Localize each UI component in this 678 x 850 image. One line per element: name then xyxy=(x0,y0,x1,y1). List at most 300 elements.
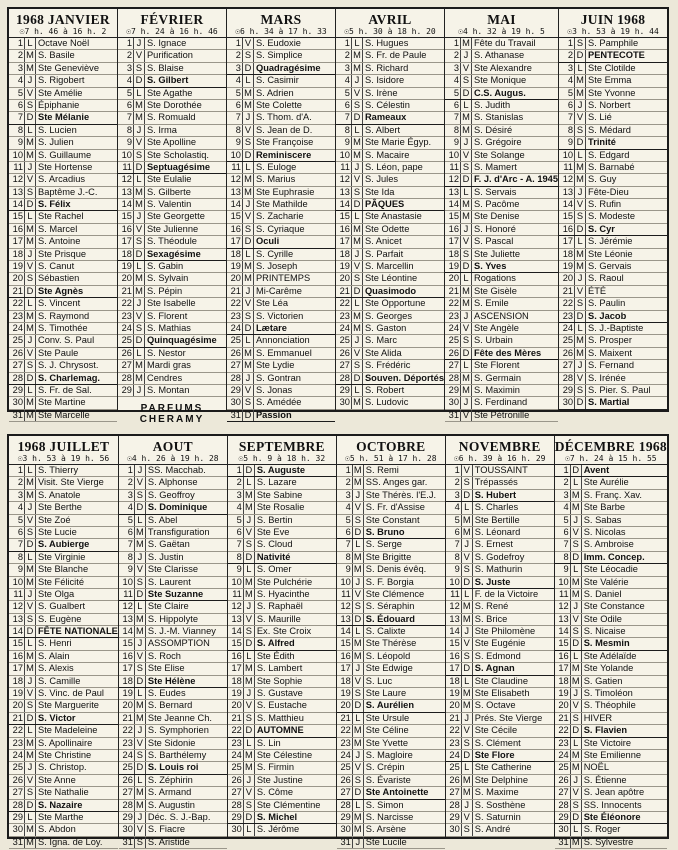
weekday-letter: V xyxy=(134,824,146,835)
saint-name: S. Igna. de Loy. xyxy=(38,836,103,847)
day-number: 20 xyxy=(230,273,241,284)
day-number: 9 xyxy=(453,137,459,148)
saint-name: S. Stanislas xyxy=(474,112,524,123)
saint-name: Ste Anastasie xyxy=(364,211,422,222)
day-number: 6 xyxy=(126,99,132,110)
day-number: 10 xyxy=(230,149,241,160)
weekday-letter: V xyxy=(460,63,472,74)
day-row xyxy=(227,50,335,62)
weekday-letter: M xyxy=(352,638,364,649)
day-row xyxy=(227,88,335,100)
day-number: 18 xyxy=(339,248,350,259)
day-number: 2 xyxy=(235,50,241,61)
day-row xyxy=(336,38,444,50)
day-row xyxy=(336,273,444,285)
saint-name: PRINTEMPS xyxy=(255,273,311,284)
day-row xyxy=(227,311,335,323)
saint-name: Ste Clémentine xyxy=(256,799,321,810)
weekday-letter: J xyxy=(352,490,364,501)
weekday-letter: M xyxy=(460,373,472,384)
day-number: 10 xyxy=(121,149,132,160)
day-row xyxy=(446,787,554,799)
day-row xyxy=(228,515,336,527)
day-number: 4 xyxy=(453,75,459,86)
saint-name: Ste Pulchérie xyxy=(256,576,313,587)
weekday-letter: J xyxy=(24,589,36,600)
day-row xyxy=(119,614,227,626)
weekday-letter: S xyxy=(460,162,472,173)
weekday-letter: J xyxy=(570,688,582,699)
day-number: 27 xyxy=(448,360,459,371)
weekday-letter: M xyxy=(133,286,145,297)
day-row xyxy=(337,676,445,688)
saint-name: Ste Claire xyxy=(147,601,189,612)
saint-name: Mardi gras xyxy=(146,360,191,371)
day-row xyxy=(337,589,445,601)
day-row xyxy=(445,323,558,335)
weekday-letter: V xyxy=(134,564,146,575)
day-number: 2 xyxy=(236,477,242,488)
saint-name: Ste Odette xyxy=(364,223,410,234)
weekday-letter: V xyxy=(460,150,472,161)
weekday-letter: S xyxy=(133,323,145,334)
saint-name: S. Mamert xyxy=(474,161,517,172)
weekday-letter: S xyxy=(242,311,254,322)
day-number: 12 xyxy=(339,174,350,185)
saint-name: S. Jean apôtre xyxy=(583,787,645,798)
weekday-letter: M xyxy=(24,137,36,148)
day-row xyxy=(337,502,445,514)
day-number: 8 xyxy=(453,124,459,135)
weekday-letter: M xyxy=(242,88,254,99)
weekday-letter: J xyxy=(24,502,36,513)
weekday-letter: L xyxy=(574,323,586,334)
day-number: 31 xyxy=(12,409,23,420)
day-number: 4 xyxy=(17,502,23,513)
day-row xyxy=(9,700,118,712)
month-column xyxy=(445,9,559,420)
day-row xyxy=(445,360,558,372)
saint-name: Conv. S. Paul xyxy=(38,335,95,346)
weekday-letter: J xyxy=(242,373,254,384)
day-row xyxy=(445,38,558,50)
day-row xyxy=(227,249,335,261)
weekday-letter: S xyxy=(24,787,36,798)
saint-name: Baptême J.-C. xyxy=(38,186,98,197)
day-row xyxy=(445,224,558,236)
day-number: 30 xyxy=(449,824,460,835)
day-row xyxy=(445,397,558,409)
day-row xyxy=(337,601,445,613)
weekday-letter: M xyxy=(460,298,472,309)
day-number: 30 xyxy=(558,824,569,835)
day-row xyxy=(555,515,667,527)
day-number: 15 xyxy=(558,638,569,649)
saint-name: S. Clément xyxy=(474,737,521,748)
weekday-letter: J xyxy=(24,249,36,260)
day-number: 22 xyxy=(122,725,133,736)
weekday-letter: D xyxy=(574,311,586,322)
day-number: 30 xyxy=(562,397,574,408)
weekday-letter: M xyxy=(134,626,146,637)
day-number: 17 xyxy=(339,236,350,247)
day-row xyxy=(9,335,117,347)
saint-name: Ste Léocadie xyxy=(583,564,638,575)
saint-name: S. Richard xyxy=(364,62,409,73)
day-number: 15 xyxy=(230,211,241,222)
saint-name: S. Pépin xyxy=(146,285,183,296)
saint-name: S. Pacôme xyxy=(474,199,520,210)
saint-name: S. Athanase xyxy=(474,50,525,61)
weekday-letter: S xyxy=(24,187,36,198)
day-row xyxy=(555,465,667,477)
weekday-letter: L xyxy=(351,125,363,136)
day-number: 5 xyxy=(126,87,132,98)
day-number: 24 xyxy=(12,322,23,333)
saint-name: S. Bertin xyxy=(256,514,293,525)
day-row xyxy=(337,775,445,787)
day-number: 4 xyxy=(236,502,242,513)
day-number: 16 xyxy=(562,223,574,234)
weekday-letter: L xyxy=(460,360,472,371)
day-number: 28 xyxy=(230,372,241,383)
weekday-letter: J xyxy=(461,626,473,637)
day-number: 14 xyxy=(231,626,242,637)
day-row xyxy=(555,564,667,576)
day-row xyxy=(446,527,554,539)
day-row xyxy=(119,688,227,700)
day-row xyxy=(227,75,335,87)
weekday-letter: M xyxy=(134,713,146,724)
weekday-letter: M xyxy=(24,564,36,575)
saint-name: S. Alfred xyxy=(256,638,295,649)
weekday-letter: J xyxy=(351,335,363,346)
day-row xyxy=(9,552,118,564)
saint-name: S. Maxime xyxy=(474,787,519,798)
day-number: 4 xyxy=(345,502,351,513)
weekday-letter: M xyxy=(351,50,363,61)
day-number: 18 xyxy=(121,248,132,259)
weekday-letter: M xyxy=(574,162,586,173)
saint-name: S. Alexis xyxy=(38,663,74,674)
day-row xyxy=(9,527,118,539)
day-number: 3 xyxy=(235,62,241,73)
month-title: OCTOBRE xyxy=(356,439,426,454)
day-row xyxy=(446,589,554,601)
weekday-letter: V xyxy=(24,601,36,612)
weekday-letter: L xyxy=(243,564,255,575)
day-row xyxy=(445,112,558,124)
saint-name: S. Zéphirin xyxy=(147,774,193,785)
weekday-letter: J xyxy=(133,125,145,136)
sunrise-sunset: ☉5 h. 9 à 18 h. 32 xyxy=(228,454,336,465)
saint-name: S. Marc xyxy=(364,335,397,346)
weekday-letter: V xyxy=(242,38,254,49)
month-column xyxy=(9,436,119,847)
saint-name: S. Simplice xyxy=(255,50,303,61)
day-row xyxy=(336,373,444,385)
day-row xyxy=(228,589,336,601)
day-row xyxy=(559,236,667,248)
day-number: 12 xyxy=(231,601,242,612)
saint-name: Ste Sophie xyxy=(256,675,303,686)
day-row xyxy=(9,298,117,310)
day-row xyxy=(555,626,667,638)
saint-name: S. Anatole xyxy=(38,489,81,500)
saint-name: S. Louis roi xyxy=(147,762,199,773)
day-row xyxy=(228,527,336,539)
day-number: 6 xyxy=(127,526,133,537)
day-number: 25 xyxy=(562,335,574,346)
weekday-letter: L xyxy=(134,775,146,786)
weekday-letter: S xyxy=(574,385,586,396)
day-number: 23 xyxy=(339,310,350,321)
day-row xyxy=(9,663,118,675)
day-row xyxy=(118,112,226,124)
day-row xyxy=(555,800,667,812)
day-number: 28 xyxy=(449,799,460,810)
day-number: 23 xyxy=(558,737,569,748)
weekday-letter: D xyxy=(243,552,255,563)
day-number: 28 xyxy=(339,372,350,383)
day-row xyxy=(9,725,118,737)
weekday-letter: S xyxy=(352,688,364,699)
weekday-letter: M xyxy=(570,663,582,674)
saint-name: Ste Olga xyxy=(38,588,75,599)
saint-name: S. Ernest xyxy=(474,539,513,550)
saint-name: S. Adrien xyxy=(255,87,294,98)
saint-name: S. Gabin xyxy=(146,261,184,272)
weekday-letter: M xyxy=(242,360,254,371)
day-row xyxy=(555,837,667,849)
day-row xyxy=(227,162,335,174)
day-row xyxy=(118,249,226,261)
weekday-letter: D xyxy=(24,373,36,384)
day-row xyxy=(559,335,667,347)
saint-name: Ste Marie Égyp. xyxy=(364,137,432,148)
day-row xyxy=(227,348,335,360)
saint-name: S. Justin xyxy=(147,551,184,562)
day-number: 24 xyxy=(231,749,242,760)
day-row xyxy=(555,490,667,502)
weekday-letter: D xyxy=(460,348,472,359)
day-number: 20 xyxy=(12,700,23,711)
day-number: 28 xyxy=(558,799,569,810)
saint-name: S. Médard xyxy=(588,124,631,135)
weekday-letter: J xyxy=(460,224,472,235)
weekday-letter: S xyxy=(351,100,363,111)
weekday-letter: V xyxy=(352,589,364,600)
weekday-letter: D xyxy=(570,812,582,823)
day-number: 17 xyxy=(230,236,241,247)
day-number: 13 xyxy=(122,613,133,624)
day-row xyxy=(9,100,117,112)
day-row xyxy=(445,150,558,162)
day-row xyxy=(555,614,667,626)
weekday-letter: M xyxy=(24,311,36,322)
saint-name: Ste Pétronille xyxy=(474,409,530,420)
weekday-letter: S xyxy=(352,601,364,612)
weekday-letter: M xyxy=(460,385,472,396)
weekday-letter: M xyxy=(24,224,36,235)
saint-name: SS. Innocents xyxy=(583,799,642,810)
weekday-letter: M xyxy=(570,490,582,501)
day-row xyxy=(227,385,335,397)
day-number: 4 xyxy=(563,502,569,513)
day-row xyxy=(119,527,227,539)
saint-name: S. Fernand xyxy=(588,360,635,371)
weekday-letter: M xyxy=(133,187,145,198)
saint-name: Ste Rosalie xyxy=(256,502,305,513)
saint-name: S. Sylvain xyxy=(146,273,189,284)
saint-name: Ste Victoire xyxy=(583,737,632,748)
weekday-letter: V xyxy=(134,477,146,488)
weekday-letter: S xyxy=(570,800,582,811)
weekday-letter: S xyxy=(461,477,473,488)
day-row xyxy=(227,112,335,124)
day-row xyxy=(445,75,558,87)
saint-name: Ste Rachel xyxy=(38,211,84,222)
day-row xyxy=(445,410,558,422)
weekday-letter: V xyxy=(574,112,586,123)
day-number: 14 xyxy=(122,626,133,637)
weekday-letter: L xyxy=(351,211,363,222)
weekday-letter: S xyxy=(460,249,472,260)
day-number: 13 xyxy=(339,186,350,197)
day-row xyxy=(228,725,336,737)
day-number: 28 xyxy=(340,799,351,810)
day-row xyxy=(445,137,558,149)
weekday-letter: M xyxy=(243,589,255,600)
weekday-letter: V xyxy=(460,410,472,421)
saint-name: S. Hippolyte xyxy=(147,613,199,624)
saint-name: Ste Julienne xyxy=(146,223,199,234)
day-row xyxy=(555,713,667,725)
weekday-letter: M xyxy=(24,150,36,161)
day-row xyxy=(227,199,335,211)
day-row xyxy=(559,249,667,261)
day-number: 27 xyxy=(121,360,132,371)
weekday-letter: S xyxy=(352,515,364,526)
day-row xyxy=(9,589,118,601)
month-title: DÉCEMBRE 1968 xyxy=(554,439,667,454)
day-number: 6 xyxy=(345,526,351,537)
day-row xyxy=(337,577,445,589)
saint-name: Cendres xyxy=(146,372,183,383)
day-row xyxy=(337,564,445,576)
day-number: 13 xyxy=(558,613,569,624)
saint-name: S. Timoléon xyxy=(583,688,633,699)
weekday-letter: D xyxy=(243,812,255,823)
day-row xyxy=(559,88,667,100)
weekday-letter: D xyxy=(133,75,145,86)
day-row xyxy=(445,88,558,100)
saint-name: Quinquagésime xyxy=(146,335,217,346)
weekday-letter: M xyxy=(24,236,36,247)
day-number: 5 xyxy=(567,87,574,98)
day-row xyxy=(446,762,554,774)
day-number: 21 xyxy=(339,285,350,296)
day-number: 3 xyxy=(344,62,350,73)
saint-name: S. Canut xyxy=(38,261,75,272)
day-number: 28 xyxy=(121,372,132,383)
day-row xyxy=(559,224,667,236)
day-number: 3 xyxy=(17,489,23,500)
day-row xyxy=(337,638,445,650)
weekday-letter: S xyxy=(243,800,255,811)
weekday-letter: L xyxy=(24,638,36,649)
day-number: 16 xyxy=(448,223,459,234)
weekday-letter: M xyxy=(243,577,255,588)
day-number: 1 xyxy=(344,38,350,48)
weekday-letter: J xyxy=(570,775,582,786)
day-number: 20 xyxy=(558,700,569,711)
saint-name: S. Geoffroy xyxy=(147,489,195,500)
saint-name: Ste Georgette xyxy=(146,211,205,222)
day-row xyxy=(336,187,444,199)
day-number: 1 xyxy=(236,465,242,475)
day-number: 6 xyxy=(567,99,574,110)
months-grid xyxy=(9,436,667,847)
weekday-letter: S xyxy=(24,700,36,711)
day-number: 10 xyxy=(12,149,23,160)
day-row xyxy=(445,385,558,397)
day-row xyxy=(9,564,118,576)
saint-name: S. Barthélemy xyxy=(147,749,207,760)
saint-name: S. F. Borgia xyxy=(365,576,414,587)
weekday-letter: S xyxy=(134,663,146,674)
weekday-letter: M xyxy=(460,211,472,222)
saint-name: S. Aurélien xyxy=(365,700,415,711)
day-number: 19 xyxy=(562,261,574,272)
day-row xyxy=(336,236,444,248)
saint-name: Ste Clotilde xyxy=(588,62,636,73)
day-row xyxy=(228,502,336,514)
weekday-letter: M xyxy=(24,397,36,408)
weekday-letter: M xyxy=(242,261,254,272)
saint-name: Ste Françoise xyxy=(255,137,314,148)
day-row xyxy=(228,539,336,551)
saint-name: S. Thom. d'A. xyxy=(255,112,312,123)
day-row xyxy=(337,725,445,737)
weekday-letter: J xyxy=(134,725,146,736)
day-number: 21 xyxy=(122,712,133,723)
weekday-letter: V xyxy=(133,311,145,322)
sunrise-sunset: ☉7 h. 46 à 16 h. 2 xyxy=(9,27,117,38)
day-row xyxy=(118,298,226,310)
saint-name: Ste Odile xyxy=(583,613,622,624)
day-number: 27 xyxy=(12,360,23,371)
day-number: 7 xyxy=(344,112,350,123)
day-row xyxy=(119,515,227,527)
month-title: 1968 JUILLET xyxy=(17,439,110,454)
weekday-letter: M xyxy=(24,663,36,674)
weekday-letter: D xyxy=(133,162,145,173)
weekday-letter: V xyxy=(352,676,364,687)
weekday-letter: M xyxy=(134,539,146,550)
month-title: NOVEMBRE xyxy=(458,439,541,454)
saint-name: S. Victor xyxy=(38,712,76,723)
weekday-letter: D xyxy=(460,88,472,99)
day-row xyxy=(227,410,335,422)
saint-name: S. Léonard xyxy=(474,526,521,537)
day-row xyxy=(445,249,558,261)
weekday-letter: M xyxy=(461,688,473,699)
weekday-letter: D xyxy=(461,750,473,761)
weekday-letter: L xyxy=(574,150,586,161)
saint-name: S. Irma xyxy=(146,124,177,135)
weekday-letter: J xyxy=(351,75,363,86)
